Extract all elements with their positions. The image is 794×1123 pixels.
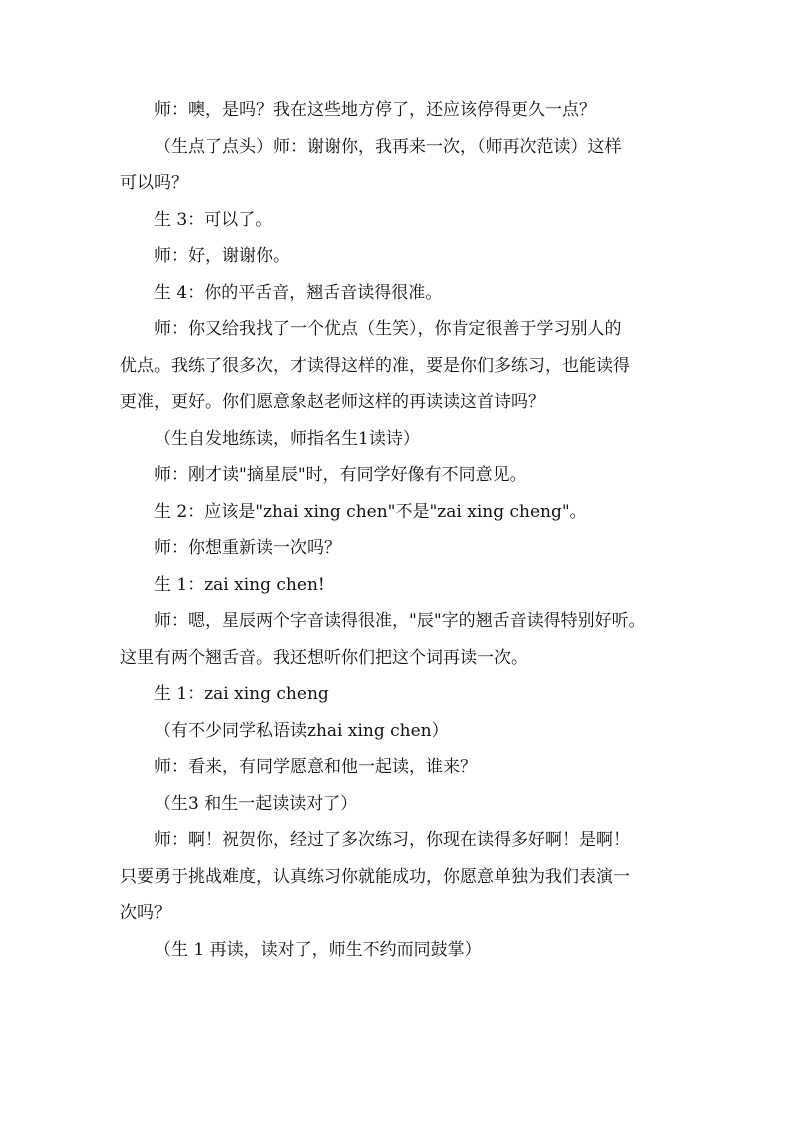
text-line: 生 4：你的平舌音，翘舌音读得很准。 [154, 282, 443, 303]
text-line: 师：好，谢谢你。 [154, 246, 290, 266]
text-line: （有不少同学私语读zhai xing chen） [154, 720, 449, 741]
text-line: 师：你想重新读一次吗？ [154, 538, 341, 558]
paragraph [120, 457, 680, 494]
text-line: 这里有两个翘舌音。我还想听你们把这个词再读一次。 [120, 647, 528, 668]
text-line: 生 1：zai xing chen! [154, 574, 325, 595]
paragraph [120, 567, 680, 604]
paragraph [120, 676, 680, 713]
text-line: 生 2：应该是"zhai xing chen"不是"zai xing cheng"。 [154, 501, 587, 522]
text-line: 师：刚才读"摘星辰"时，有同学好像有不同意见。 [154, 465, 527, 485]
paragraph [120, 786, 680, 823]
text-line: 师：噢，是吗？我在这些地方停了，还应该停得更久一点？ [154, 100, 596, 120]
paragraph [120, 92, 680, 129]
paragraph [120, 238, 680, 275]
paragraph [120, 603, 680, 676]
paragraph [120, 202, 680, 239]
text-line: 师：嗯，星辰两个字音读得很准，"辰"字的翘舌音读得特别好听。 [154, 611, 646, 631]
text-line: （生点了点头）师：谢谢你，我再来一次，（师再次范读）这样 [154, 136, 622, 157]
paragraph [120, 421, 680, 458]
paragraph [120, 494, 680, 531]
text-line: 生 3：可以了。 [154, 209, 273, 230]
paragraph [120, 275, 680, 312]
text-line: （生自发地练读，师指名生1读诗） [154, 428, 420, 449]
text-line: 优点。我练了很多次，才读得这样的准，要是你们多练习，也能读得 [120, 355, 630, 376]
text-line: 生 1：zai xing cheng [154, 684, 329, 704]
text-line: （生3 和生一起读读对了） [154, 793, 358, 814]
paragraph [120, 749, 680, 786]
paragraph [120, 713, 680, 750]
paragraph [120, 311, 680, 421]
text-line: 师：你又给我找了一个优点（生笑），你肯定很善于学习别人的 [154, 319, 622, 339]
text-line: 只要勇于挑战难度，认真练习你就能成功，你愿意单独为我们表演一 [120, 866, 630, 887]
text-line: 次吗？ [120, 903, 171, 923]
text-line: 师：看来，有同学愿意和他一起读，谁来？ [154, 757, 477, 777]
transcript-body [120, 92, 680, 968]
paragraph [120, 932, 680, 969]
paragraph [120, 822, 680, 932]
text-line: 更准，更好。你们愿意象赵老师这样的再读读这首诗吗？ [120, 392, 545, 412]
paragraph [120, 129, 680, 202]
text-line: 师：啊！祝贺你，经过了多次练习，你现在读得多好啊！是啊！ [154, 830, 630, 850]
text-line: （生 1 再读，读对了，师生不约而同鼓掌） [154, 939, 482, 960]
paragraph [120, 530, 680, 567]
text-line: 可以吗？ [120, 173, 188, 193]
